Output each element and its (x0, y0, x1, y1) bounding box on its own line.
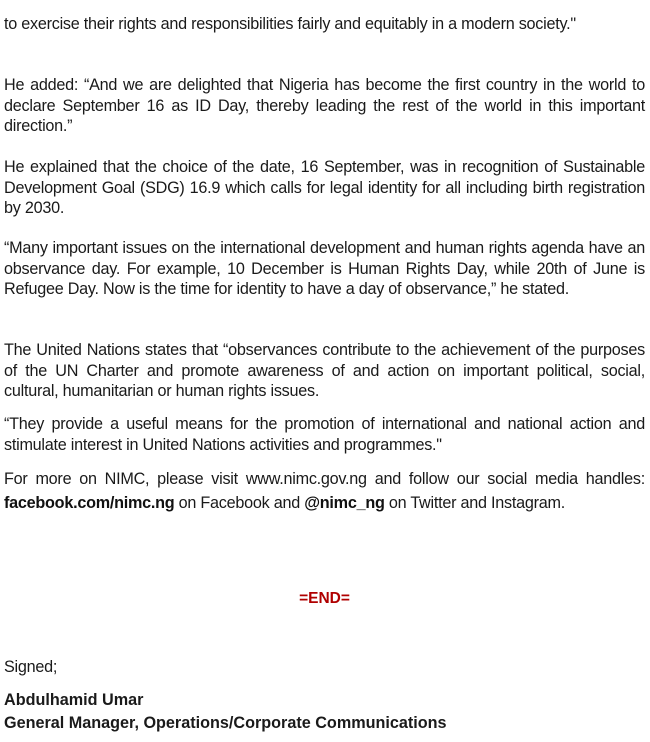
signatory-name: Abdulhamid Umar (4, 691, 144, 709)
social-suffix: on Twitter and Instagram. (384, 493, 565, 512)
paragraph-social-media (4, 468, 645, 515)
facebook-handle-link[interactable]: facebook.com/nimc.ng (4, 493, 175, 512)
paragraph-society-rights: to exercise their rights and responsibilities fairly and equitably in a modern society." (4, 15, 576, 33)
end-marker: =END= (299, 590, 350, 607)
paragraph-sdg-choice: He explained that the choice of the date, 16 September, was in recognition of Sustainable Development Goal (SDG) 16.9 which calls for legal identity for all including birth registration by 2030. (4, 158, 645, 217)
paragraph-nigeria-first: He added: “And we are delighted that Nigeria has become the first country in the world to declare September 16 as ID Day, thereby leading the rest of the world in this important direction.” (4, 76, 645, 135)
signed-label: Signed; (4, 658, 58, 676)
paragraph-useful-means: “They provide a useful means for the promotion of international and national action and stimulate interest in United Nations activities and programmes." (4, 415, 645, 454)
social-prefix: For more on NIMC, please visit www.nimc.gov.ng and follow our social media handles: (4, 470, 645, 488)
twitter-handle-link[interactable]: @nimc_ng (304, 493, 385, 512)
signatory-title: General Manager, Operations/Corporate Communications (4, 714, 447, 732)
paragraph-un-statement: The United Nations states that “observances contribute to the achievement of the purposes of the UN Charter and promote awareness of and action on important political, social, cultural, humanitarian or human rights issues. (4, 341, 645, 400)
social-middle: on Facebook and (174, 493, 305, 512)
paragraph-observance-day: “Many important issues on the international development and human rights agenda have an observance day. For example, 10 December is Human Rights Day, while 20th of June is Refugee Day. Now is the time for identity to have a day of observance,” he stated. (4, 239, 645, 298)
